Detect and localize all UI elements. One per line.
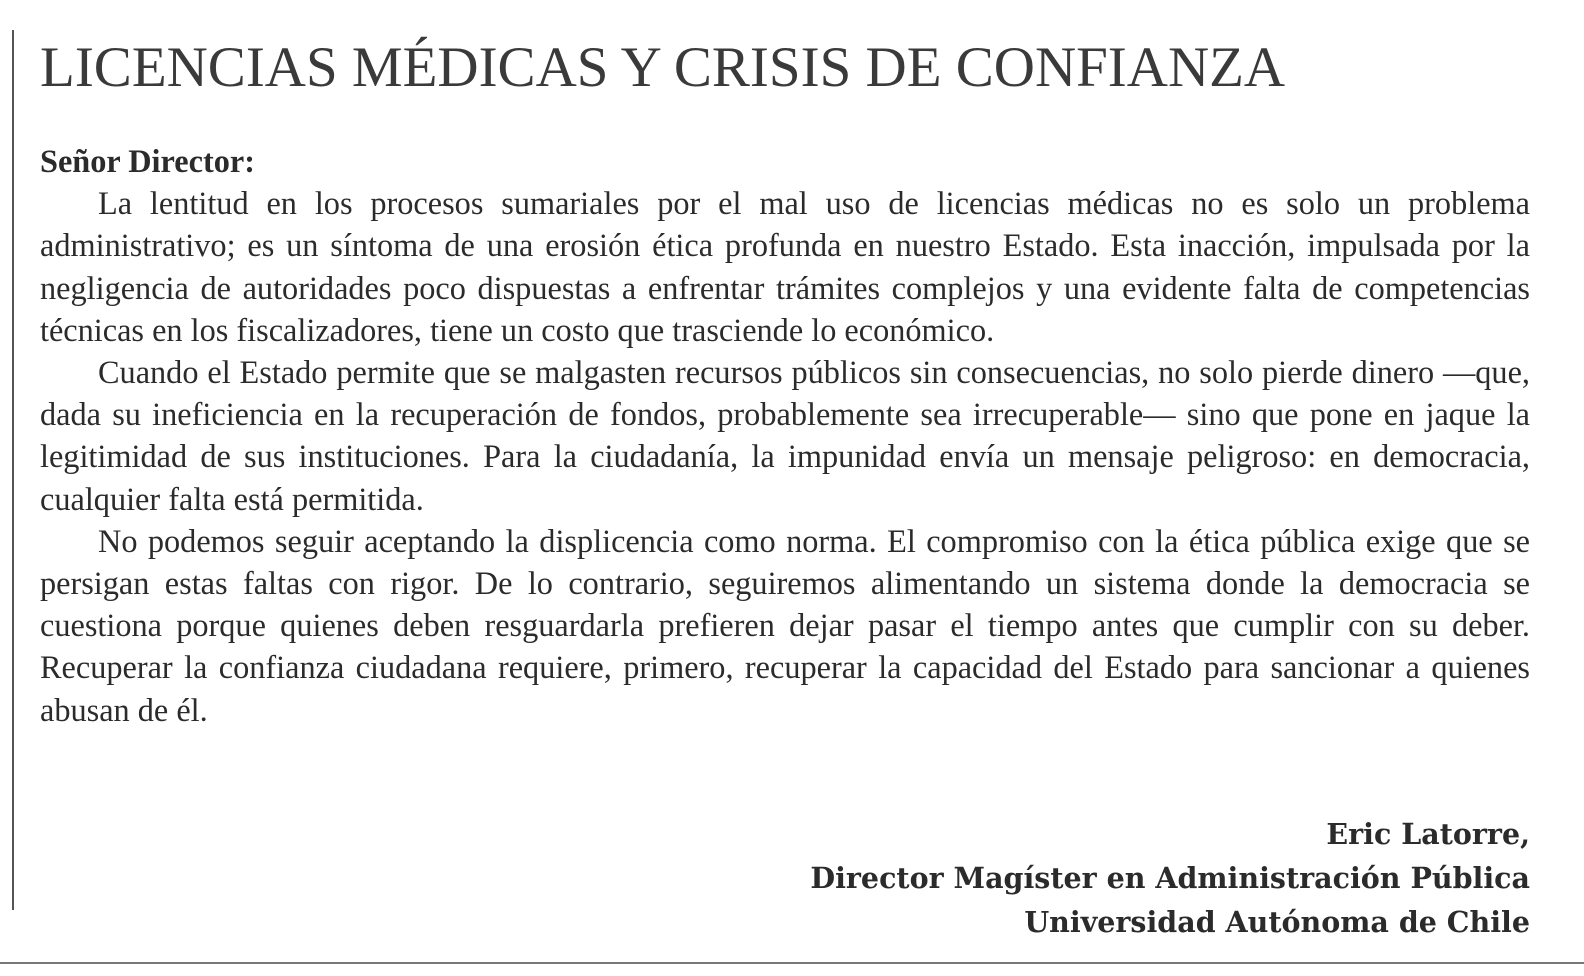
bottom-rule [0, 962, 1584, 964]
author-position: Director Magíster en Administración Pública [810, 861, 1530, 895]
paragraph-2: Cuando el Estado permite que se malgasten recursos públicos sin consecuencias, no solo pierde dinero —que, dada su ineficiencia en la recuperación de fondos, probablemente sea irrecuperable— sino que pone en jaque la legitimidad de sus instituciones. Para la ciudadanía, la impunidad envía un mensaje peligroso: en democracia, cualquier falta está permitida. [40, 354, 1530, 517]
signature-block [810, 812, 1530, 944]
salutation: Señor Director: [40, 143, 255, 179]
author-name: Eric Latorre, [1326, 817, 1530, 851]
paragraph-1: La lentitud en los procesos sumariales por el mal uso de licencias médicas no es solo un problema administrativo; es un síntoma de una erosión ética profunda en nuestro Estado. Esta inacción, impulsada por la negligencia de autoridades poco dispuestas a enfrentar trámites complejos y una evidente falta de competencias técnicas en los fiscalizadores, tiene un costo que trasciende lo económico. [40, 185, 1530, 348]
article-title: LICENCIAS MÉDICAS Y CRISIS DE CONFIANZA [40, 36, 1286, 99]
letter-body [40, 140, 1530, 731]
left-column-rule [12, 30, 14, 910]
author-institution: Universidad Autónoma de Chile [1024, 905, 1530, 939]
paragraph-3: No podemos seguir aceptando la displicencia como norma. El compromiso con la ética pública exige que se persigan estas faltas con rigor. De lo contrario, seguiremos alimentando un sistema donde la democracia se cuestiona porque quienes deben resguardarla prefieren dejar pasar el tiempo antes que cumplir con su deber. Recuperar la confianza ciudadana requiere, primero, recuperar la capacidad del Estado para sancionar a quienes abusan de él. [40, 522, 1530, 728]
